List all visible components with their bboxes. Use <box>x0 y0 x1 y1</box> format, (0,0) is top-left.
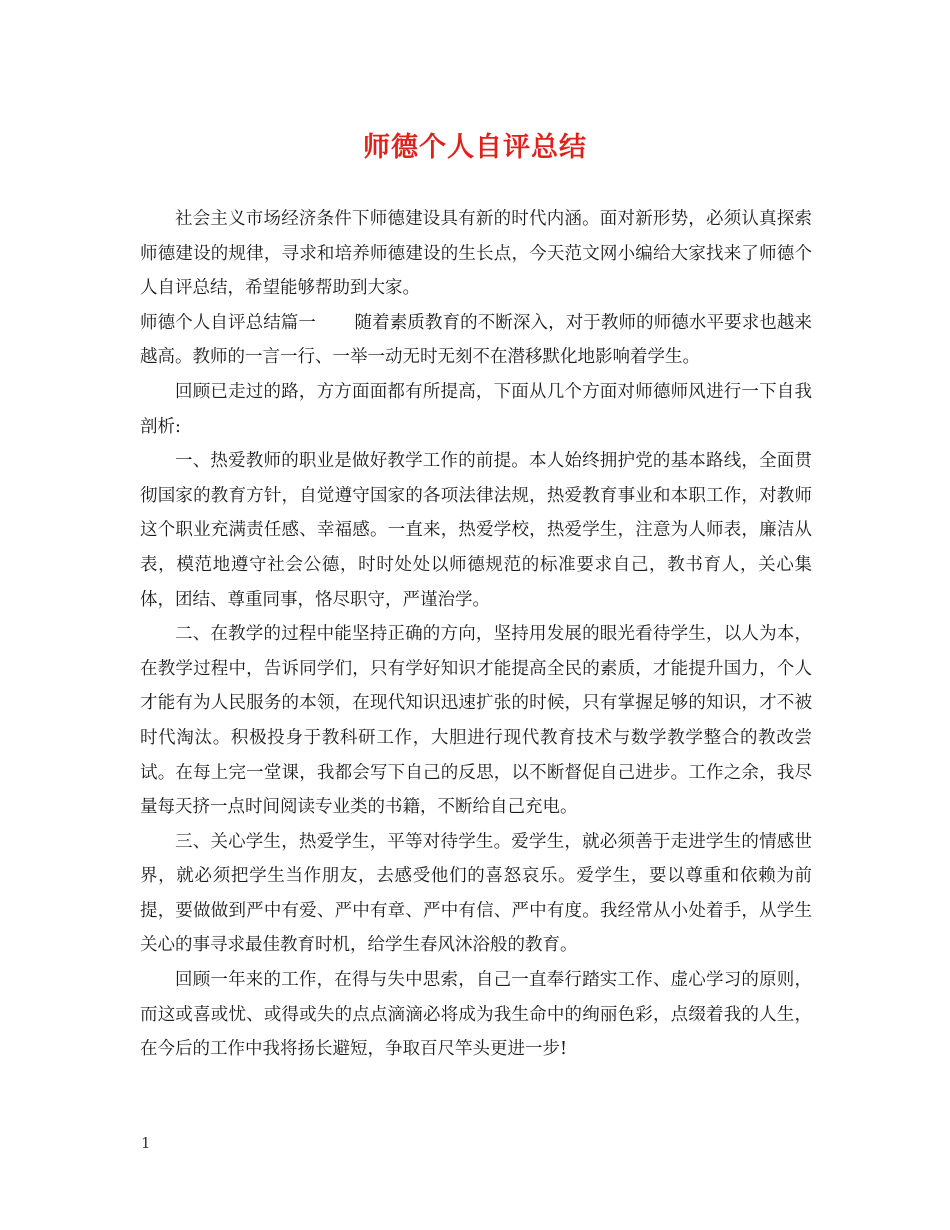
section-first-text: 随着素质教育的不断深入，对于教师的师德水平要求也越来越高。教师的一言一行、一举一动无时无刻不在潜移默化地影响着学生。 <box>140 312 812 368</box>
point-one-paragraph: 一、热爱教师的职业是做好教学工作的前提。本人始终拥护党的基本路线，全面贯彻国家的教育方针，自觉遵守国家的各项法律法规，热爱教育事业和本职工作，对教师这个职业充满责任感、幸福感。一直来，热爱学校，热爱学生，注意为人师表，廉洁从表，模范地遵守社会公德，时时处处以师德规范的标准要求自己，教书育人，关心集体，团结、尊重同事，恪尽职守，严谨治学。 <box>140 451 812 610</box>
document-body <box>140 202 812 1067</box>
page-number: 1 <box>141 1134 151 1152</box>
section-heading: 师德个人自评总结篇一 <box>140 312 316 333</box>
review-paragraph: 回顾已走过的路，方方面面都有所提高，下面从几个方面对师德师风进行一下自我剖析: <box>140 381 812 437</box>
document-title: 师德个人自评总结 <box>363 132 587 163</box>
intro-paragraph: 社会主义市场经济条件下师德建设具有新的时代内涵。面对新形势，必须认真探索师德建设的规律，寻求和培养师德建设的生长点，今天范文网小编给大家找来了师德个人自评总结，希望能够帮助到大家。 <box>140 209 812 299</box>
conclusion-paragraph: 回顾一年来的工作，在得与失中思索，自己一直奉行踏实工作、虚心学习的原则，而这或喜或忧、或得或失的点点滴滴必将成为我生命中的绚丽色彩，点缀着我的人生，在今后的工作中我将扬长避短，争取百尺竿头更进一步! <box>140 970 812 1060</box>
section-paragraph <box>140 306 812 375</box>
point-three-paragraph: 三、关心学生，热爱学生，平等对待学生。爱学生，就必须善于走进学生的情感世界，就必须把学生当作朋友，去感受他们的喜怒哀乐。爱学生，要以尊重和依赖为前提，要做做到严中有爱、严中有章、严中有信、严中有度。我经常从小处着手，从学生关心的事寻求最佳教育时机，给学生春风沐浴般的教育。 <box>140 831 812 956</box>
point-two-paragraph: 二、在教学的过程中能坚持正确的方向，坚持用发展的眼光看待学生，以人为本，在教学过程中，告诉同学们，只有学好知识才能提高全民的素质，才能提升国力，个人才能有为人民服务的本领，在现代知识迅速扩张的时候，只有掌握足够的知识，才不被时代淘汰。积极投身于教科研工作，大胆进行现代教育技术与数学教学整合的教改尝试。在每上完一堂课，我都会写下自己的反思，以不断督促自己进步。工作之余，我尽量每天挤一点时间阅读专业类的书籍，不断给自己充电。 <box>140 624 812 818</box>
